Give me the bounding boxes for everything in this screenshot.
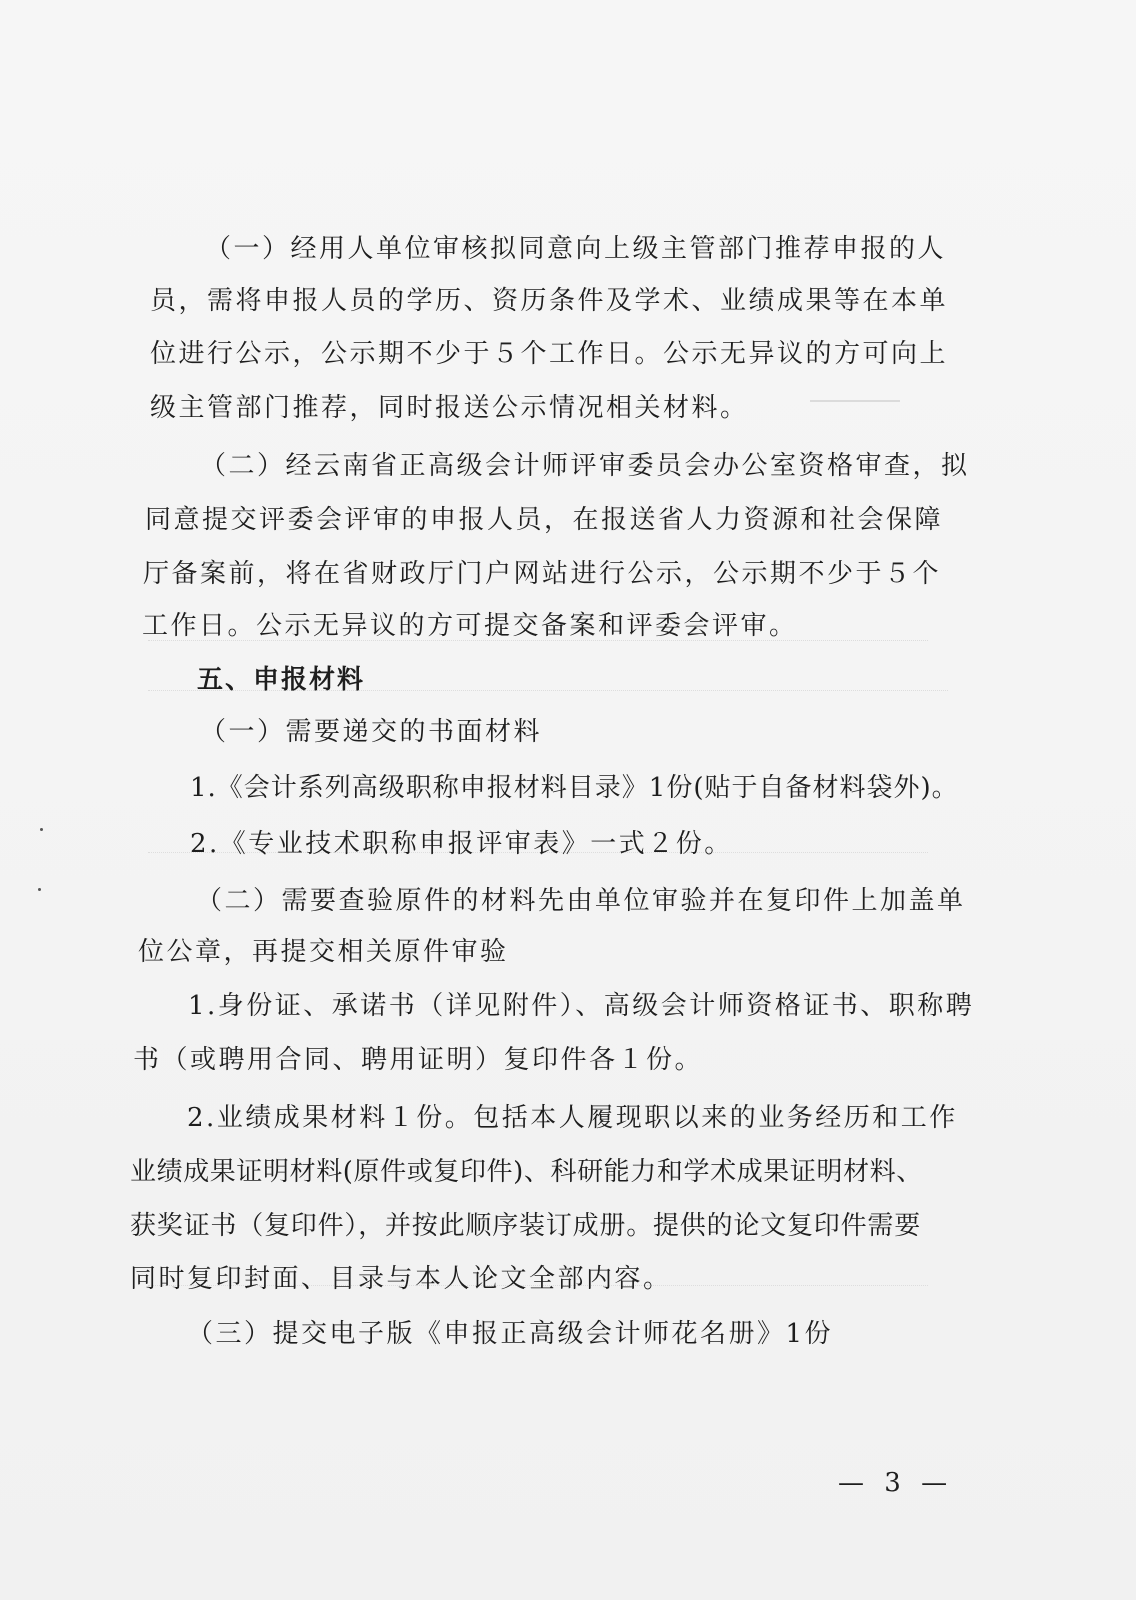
list-item: 同时复印封面、目录与本人论文全部内容。: [130, 1264, 672, 1294]
body-text-line: 位进行公示，公示期不少于５个工作日。公示无异议的方可向上: [150, 339, 949, 369]
list-item: 1.身份证、承诺书（详见附件）、高级会计师资格证书、职称聘: [188, 991, 975, 1021]
body-text-line: （二）经云南省正高级会计师评审委员会办公室资格审查，拟: [200, 451, 970, 481]
body-text-line: 厅备案前，将在省财政厅门户网站进行公示，公示期不少于５个: [143, 559, 942, 589]
body-text-line: 同意提交评委会评审的申报人员，在报送省人力资源和社会保障: [145, 505, 944, 535]
body-text-line: 工作日。公示无异议的方可提交备案和评委会评审。: [142, 611, 798, 641]
list-item: 1.《会计系列高级职称申报材料目录》1份(贴于自备材料袋外)。: [190, 773, 959, 803]
list-item: 业绩成果证明材料(原件或复印件)、科研能力和学术成果证明材料、: [130, 1157, 923, 1187]
subsection-title: （二）需要查验原件的材料先由单位审验并在复印件上加盖单: [196, 886, 966, 916]
subsection-title: 位公章，再提交相关原件审验: [138, 937, 509, 967]
page-number: — 3 —: [838, 1468, 954, 1498]
list-item: 2.《专业技术职称申报评审表》一式２份。: [190, 829, 733, 859]
subsection-title: （三）提交电子版《申报正高级会计师花名册》1份: [187, 1319, 834, 1349]
subsection-title: （一）需要递交的书面材料: [200, 717, 543, 747]
scan-speck: [40, 828, 43, 831]
list-item: 2.业绩成果材料１份。包括本人履现职以来的业务经历和工作: [187, 1103, 958, 1133]
list-item: 书（或聘用合同、聘用证明）复印件各１份。: [133, 1045, 704, 1075]
section-heading: 五、申报材料: [197, 665, 366, 695]
list-item: 获奖证书（复印件），并按此顺序装订成册。提供的论文复印件需要: [130, 1211, 922, 1241]
scan-speck: [38, 888, 41, 891]
bleed-through-mark: [810, 400, 900, 412]
body-text-line: 员，需将申报人员的学历、资历条件及学术、业绩成果等在本单: [150, 286, 949, 316]
body-text-line: 级主管部门推荐，同时报送公示情况相关材料。: [150, 393, 749, 423]
body-text-line: （一）经用人单位审核拟同意向上级主管部门推荐申报的人: [205, 234, 947, 264]
